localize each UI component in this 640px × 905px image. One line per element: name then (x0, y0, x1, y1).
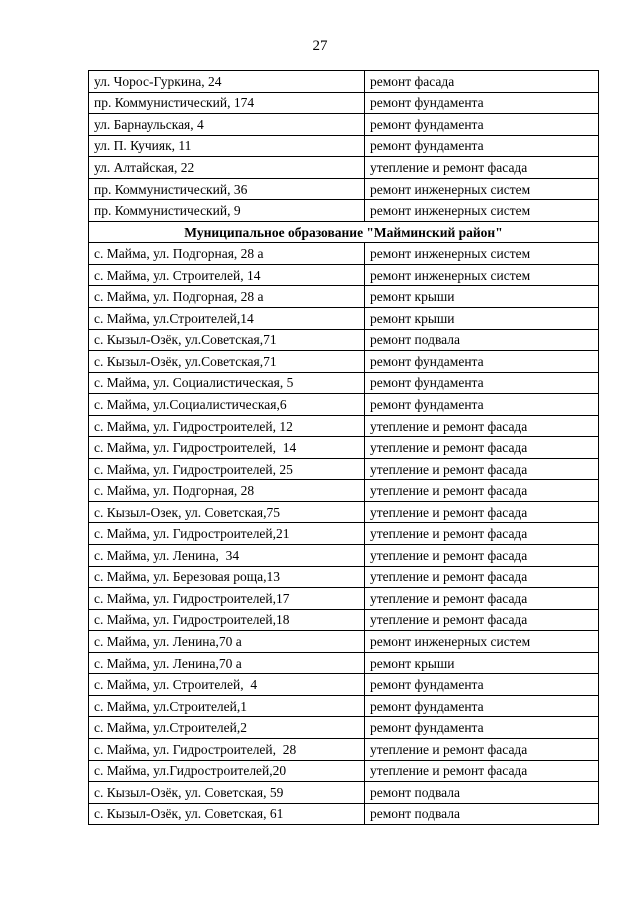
address-cell: с. Кызыл-Озёк, ул.Советская,71 (89, 351, 365, 373)
work-type-cell: ремонт фундамента (365, 351, 599, 373)
address-cell: пр. Коммунистический, 36 (89, 178, 365, 200)
address-cell: с. Майма, ул. Ленина,70 а (89, 652, 365, 674)
address-cell: с. Майма, ул. Гидростроителей,17 (89, 588, 365, 610)
address-cell: с. Майма, ул. Ленина, 34 (89, 545, 365, 567)
work-type-cell: ремонт фундамента (365, 674, 599, 696)
address-cell: с. Кызыл-Озёк, ул. Советская, 59 (89, 782, 365, 804)
address-cell: с. Майма, ул. Гидростроителей,21 (89, 523, 365, 545)
table-row (89, 264, 599, 286)
work-type-cell: утепление и ремонт фасада (365, 437, 599, 459)
work-type-cell: утепление и ремонт фасада (365, 415, 599, 437)
table-row (89, 545, 599, 567)
work-type-cell: утепление и ремонт фасада (365, 523, 599, 545)
table-row (89, 437, 599, 459)
work-type-cell: ремонт фундамента (365, 135, 599, 157)
page-number: 27 (312, 38, 328, 54)
address-cell: с. Майма, ул. Ленина,70 а (89, 631, 365, 653)
table-row (89, 200, 599, 222)
table-row (89, 803, 599, 825)
address-cell: с. Кызыл-Озёк, ул. Советская, 61 (89, 803, 365, 825)
address-cell: с. Майма, ул.Строителей,1 (89, 695, 365, 717)
table-row (89, 286, 599, 308)
table-row (89, 394, 599, 416)
work-type-cell: ремонт инженерных систем (365, 178, 599, 200)
work-type-cell: утепление и ремонт фасада (365, 157, 599, 179)
address-cell: с. Майма, ул. Строителей, 4 (89, 674, 365, 696)
work-type-cell: утепление и ремонт фасада (365, 458, 599, 480)
table-row (89, 71, 599, 93)
work-type-cell: ремонт фундамента (365, 695, 599, 717)
table-row (89, 329, 599, 351)
work-type-cell: ремонт фасада (365, 71, 599, 93)
work-type-cell: ремонт фундамента (365, 114, 599, 136)
work-type-cell: утепление и ремонт фасада (365, 609, 599, 631)
table-row (89, 92, 599, 114)
table-row (89, 652, 599, 674)
address-cell: с. Майма, ул. Подгорная, 28 (89, 480, 365, 502)
work-type-cell: ремонт крыши (365, 286, 599, 308)
address-cell: с. Майма, ул.Гидростроителей,20 (89, 760, 365, 782)
address-cell: с. Майма, ул. Гидростроителей, 14 (89, 437, 365, 459)
table-row (89, 458, 599, 480)
section-header: Муниципальное образование "Майминский район" (89, 221, 599, 243)
table-row (89, 243, 599, 265)
address-cell: с. Кызыл-Озёк, ул.Советская,71 (89, 329, 365, 351)
address-cell: с. Майма, ул. Гидростроителей, 28 (89, 738, 365, 760)
work-type-cell: утепление и ремонт фасада (365, 501, 599, 523)
work-type-cell: ремонт фундамента (365, 394, 599, 416)
work-type-cell: утепление и ремонт фасада (365, 545, 599, 567)
work-type-cell: ремонт крыши (365, 652, 599, 674)
address-cell: пр. Коммунистический, 174 (89, 92, 365, 114)
table-row (89, 501, 599, 523)
work-type-cell: утепление и ремонт фасада (365, 738, 599, 760)
address-cell: с. Майма, ул. Гидростроителей,18 (89, 609, 365, 631)
work-type-cell: ремонт подвала (365, 803, 599, 825)
table-row (89, 523, 599, 545)
work-type-cell: ремонт фундамента (365, 92, 599, 114)
work-type-cell: утепление и ремонт фасада (365, 760, 599, 782)
table-section-after (89, 243, 599, 825)
work-type-cell: ремонт фундамента (365, 372, 599, 394)
work-type-cell: ремонт подвала (365, 329, 599, 351)
table-section-header (89, 221, 599, 243)
table-row (89, 157, 599, 179)
address-cell: с. Майма, ул. Социалистическая, 5 (89, 372, 365, 394)
address-cell: с. Майма, ул. Березовая роща,13 (89, 566, 365, 588)
table-row (89, 674, 599, 696)
table-row (89, 178, 599, 200)
address-cell: с. Кызыл-Озек, ул. Советская,75 (89, 501, 365, 523)
work-type-cell: ремонт инженерных систем (365, 243, 599, 265)
address-cell: ул. Чорос-Гуркина, 24 (89, 71, 365, 93)
work-type-cell: ремонт подвала (365, 782, 599, 804)
address-cell: с. Майма, ул.Строителей,2 (89, 717, 365, 739)
address-cell: с. Майма, ул. Подгорная, 28 а (89, 243, 365, 265)
address-cell: с. Майма, ул. Гидростроителей, 25 (89, 458, 365, 480)
work-type-cell: ремонт инженерных систем (365, 631, 599, 653)
work-type-cell: утепление и ремонт фасада (365, 566, 599, 588)
address-cell: ул. Алтайская, 22 (89, 157, 365, 179)
work-type-cell: ремонт фундамента (365, 717, 599, 739)
address-cell: пр. Коммунистический, 9 (89, 200, 365, 222)
table-row (89, 480, 599, 502)
work-type-cell: утепление и ремонт фасада (365, 588, 599, 610)
work-type-cell: ремонт крыши (365, 308, 599, 330)
table-row (89, 135, 599, 157)
address-cell: с. Майма, ул.Строителей,14 (89, 308, 365, 330)
address-cell: с. Майма, ул. Строителей, 14 (89, 264, 365, 286)
table-row (89, 782, 599, 804)
work-type-cell: утепление и ремонт фасада (365, 480, 599, 502)
table-row (89, 717, 599, 739)
table-row (89, 372, 599, 394)
address-cell: ул. Барнаульская, 4 (89, 114, 365, 136)
table-row (89, 415, 599, 437)
address-cell: с. Майма, ул.Социалистическая,6 (89, 394, 365, 416)
table-section-before (89, 71, 599, 222)
address-cell: ул. П. Кучияк, 11 (89, 135, 365, 157)
section-header-row (89, 221, 599, 243)
table-row (89, 738, 599, 760)
work-type-cell: ремонт инженерных систем (365, 264, 599, 286)
table-row (89, 114, 599, 136)
repair-works-table (88, 70, 599, 825)
table-row (89, 631, 599, 653)
table-row (89, 566, 599, 588)
table-row (89, 588, 599, 610)
table-row (89, 308, 599, 330)
table-row (89, 609, 599, 631)
address-cell: с. Майма, ул. Подгорная, 28 а (89, 286, 365, 308)
table-row (89, 695, 599, 717)
table-row (89, 351, 599, 373)
work-type-cell: ремонт инженерных систем (365, 200, 599, 222)
table-row (89, 760, 599, 782)
address-cell: с. Майма, ул. Гидростроителей, 12 (89, 415, 365, 437)
